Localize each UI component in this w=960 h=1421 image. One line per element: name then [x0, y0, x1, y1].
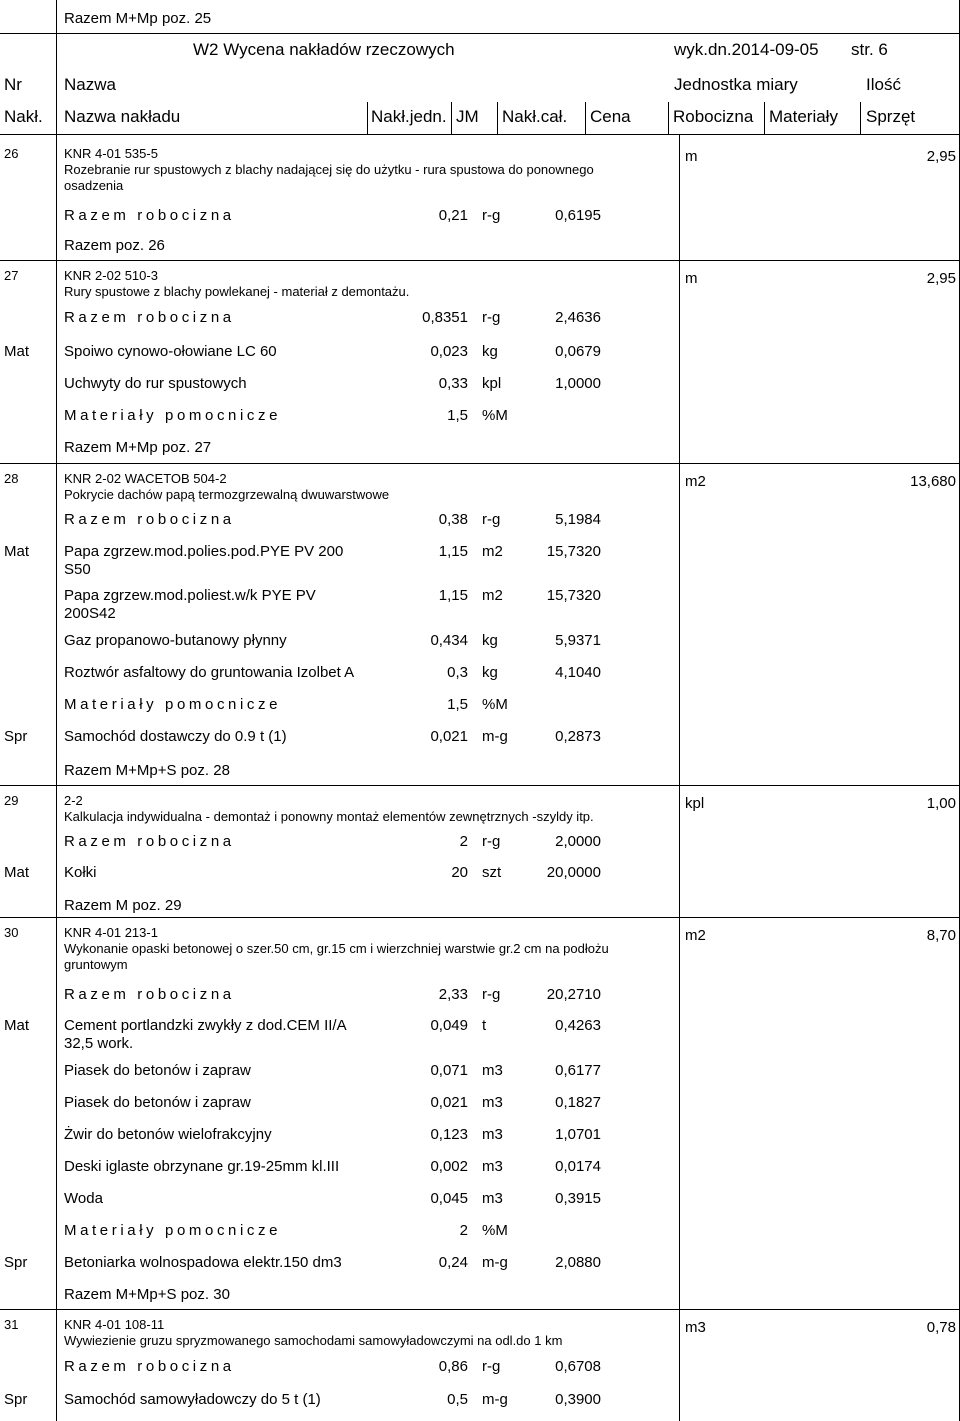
- left-column-line: [56, 0, 57, 1421]
- unit-norm: 1,15: [438, 543, 468, 560]
- unit-norm: 0,002: [430, 1158, 468, 1175]
- total-norm: 0,0679: [555, 343, 601, 360]
- unit-of-measure: m3: [482, 1190, 503, 1207]
- item-code: KNR 2-02 WACETOB 504-2: [64, 471, 227, 486]
- right-column-line: [679, 135, 680, 1421]
- unit-of-measure: r-g: [482, 207, 501, 224]
- resource-name: Papa zgrzew.mod.polies.pod.PYE PV 200: [64, 543, 344, 560]
- item-quantity: 2,95: [926, 270, 956, 287]
- unit-of-measure: m2: [482, 543, 503, 560]
- item-quantity: 13,680: [910, 473, 956, 490]
- resource-name-cont: 32,5 work.: [64, 1035, 134, 1052]
- page-title: W2 Wycena nakładów rzeczowych: [193, 40, 455, 59]
- summary-label: Razem robocizna: [64, 833, 235, 850]
- resource-name: Razem M poz. 29: [64, 897, 182, 914]
- unit-of-measure: kg: [482, 664, 498, 681]
- total-norm: 5,1984: [555, 511, 601, 528]
- unit-of-measure: r-g: [482, 986, 501, 1003]
- summary-label: Materiały pomocnicze: [64, 696, 282, 713]
- unit-of-measure: m3: [482, 1094, 503, 1111]
- item-description: Wykonanie opaski betonowej o szer.50 cm, gr.15 cm i wierzchniej warstwie gr.2 cm na podłożu: [64, 941, 609, 956]
- col-nakl-jedn: Nakł.jedn.: [371, 107, 447, 126]
- summary-label: Razem robocizna: [64, 309, 235, 326]
- item-unit: m2: [685, 473, 706, 490]
- unit-norm: 1,15: [438, 587, 468, 604]
- report-date: wyk.dn.2014-09-05: [674, 40, 819, 59]
- total-norm: 15,7320: [546, 543, 601, 560]
- resource-name: Razem poz. 26: [64, 237, 165, 254]
- resource-name: Piasek do betonów i zapraw: [64, 1094, 251, 1111]
- resource-name: Razem M+Mp+S poz. 30: [64, 1286, 230, 1303]
- header-sep: [860, 102, 861, 134]
- resource-type: Spr: [4, 1254, 28, 1271]
- total-norm: 1,0701: [555, 1126, 601, 1143]
- unit-of-measure: %M: [482, 407, 508, 424]
- col-nakl: Nakł.: [4, 107, 43, 126]
- col-materialy: Materiały: [769, 107, 838, 126]
- header-sep: [764, 102, 765, 134]
- total-norm: 2,0000: [555, 833, 601, 850]
- section-rule: [0, 785, 960, 786]
- item-unit: m3: [685, 1319, 706, 1336]
- item-number: 31: [4, 1317, 19, 1332]
- unit-norm: 2: [459, 1222, 468, 1239]
- item-description-cont: gruntowym: [64, 957, 128, 972]
- item-number: 30: [4, 925, 19, 940]
- resource-name: Samochód dostawczy do 0.9 t (1): [64, 728, 287, 745]
- total-norm: 5,9371: [555, 632, 601, 649]
- resource-name: Gaz propanowo-butanowy płynny: [64, 632, 287, 649]
- total-norm: 0,6708: [555, 1358, 601, 1375]
- top-rule: [0, 33, 960, 34]
- unit-of-measure: m3: [482, 1062, 503, 1079]
- item-code: KNR 4-01 108-11: [64, 1317, 165, 1332]
- summary-label: Materiały pomocnicze: [64, 1222, 282, 1239]
- unit-norm: 1,5: [447, 407, 468, 424]
- total-norm: 0,0174: [555, 1158, 601, 1175]
- unit-of-measure: m3: [482, 1158, 503, 1175]
- summary-label: Materiały pomocnicze: [64, 407, 282, 424]
- resource-name: Roztwór asfaltowy do gruntowania Izolbet A: [64, 664, 355, 681]
- total-norm: 0,4263: [555, 1017, 601, 1034]
- item-description: Kalkulacja indywidualna - demontaż i ponowny montaż elementów zewnętrznych -szyldy itp.: [64, 809, 594, 824]
- item-code: KNR 4-01 213-1: [64, 925, 158, 940]
- item-code: KNR 2-02 510-3: [64, 268, 158, 283]
- item-code: KNR 4-01 535-5: [64, 146, 158, 161]
- page-number: str. 6: [851, 40, 888, 59]
- unit-norm: 2: [459, 833, 468, 850]
- unit-norm: 0,049: [430, 1017, 468, 1034]
- resource-name-cont: 200S42: [64, 605, 116, 622]
- resource-name: Uchwyty do rur spustowych: [64, 375, 247, 392]
- total-norm: 4,1040: [555, 664, 601, 681]
- section-rule: [0, 1309, 960, 1310]
- unit-norm: 0,123: [430, 1126, 468, 1143]
- resource-name: Piasek do betonów i zapraw: [64, 1062, 251, 1079]
- col-nakl-cal: Nakł.cał.: [502, 107, 568, 126]
- item-number: 26: [4, 146, 19, 161]
- item-description: Rozebranie rur spustowych z blachy nadającej się do użytku - rura spustowa do ponownego: [64, 162, 594, 177]
- resource-name: Kołki: [64, 864, 97, 881]
- section-rule: [0, 260, 960, 261]
- unit-norm: 0,8351: [422, 309, 468, 326]
- total-norm: 1,0000: [555, 375, 601, 392]
- unit-norm: 0,21: [438, 207, 468, 224]
- item-unit: kpl: [685, 795, 705, 812]
- item-unit: m: [685, 270, 698, 287]
- summary-label: Razem robocizna: [64, 986, 235, 1003]
- unit-norm: 0,3: [447, 664, 468, 681]
- col-cena: Cena: [590, 107, 631, 126]
- header-sep: [367, 102, 368, 134]
- total-norm: 0,3915: [555, 1190, 601, 1207]
- unit-norm: 0,24: [438, 1254, 468, 1271]
- unit-norm: 0,045: [430, 1190, 468, 1207]
- unit-norm: 0,023: [430, 343, 468, 360]
- unit-norm: 0,86: [438, 1358, 468, 1375]
- col-nr: Nr: [4, 75, 22, 94]
- header-sep: [585, 102, 586, 134]
- total-norm: 2,4636: [555, 309, 601, 326]
- header-sep: [668, 102, 669, 134]
- unit-of-measure: %M: [482, 1222, 508, 1239]
- summary-label: Razem robocizna: [64, 1358, 235, 1375]
- unit-of-measure: szt: [482, 864, 502, 881]
- col-jm: JM: [456, 107, 479, 126]
- item-number: 27: [4, 268, 19, 283]
- resource-name: Betoniarka wolnospadowa elektr.150 dm3: [64, 1254, 342, 1271]
- item-unit: m2: [685, 927, 706, 944]
- item-unit: m: [685, 148, 698, 165]
- unit-norm: 0,33: [438, 375, 468, 392]
- unit-of-measure: r-g: [482, 309, 501, 326]
- item-description: Rury spustowe z blachy powlekanej - materiał z demontażu.: [64, 284, 410, 299]
- col-jednostka: Jednostka miary: [674, 75, 798, 94]
- unit-norm: 0,021: [430, 1094, 468, 1111]
- total-norm: 0,6177: [555, 1062, 601, 1079]
- col-robocizna: Robocizna: [673, 107, 754, 126]
- resource-type: Mat: [4, 343, 30, 360]
- col-nazwa-nakladu: Nazwa nakładu: [64, 107, 181, 126]
- unit-norm: 2,33: [438, 986, 468, 1003]
- item-description: Pokrycie dachów papą termozgrzewalną dwuwarstwowe: [64, 487, 390, 502]
- header-bottom-rule: [0, 134, 960, 135]
- resource-name: Woda: [64, 1190, 103, 1207]
- item-number: 28: [4, 471, 19, 486]
- unit-norm: 20: [451, 864, 468, 881]
- resource-name-cont: S50: [64, 561, 91, 578]
- unit-of-measure: m-g: [482, 1254, 508, 1271]
- resource-type: Mat: [4, 543, 30, 560]
- unit-of-measure: kpl: [482, 375, 502, 392]
- item-number: 29: [4, 793, 19, 808]
- section-rule: [0, 917, 960, 918]
- resource-name: Cement portlandzki zwykły z dod.CEM II/A: [64, 1017, 347, 1034]
- item-quantity: 8,70: [926, 927, 956, 944]
- summary-label: Razem robocizna: [64, 207, 235, 224]
- total-norm: 0,3900: [555, 1391, 601, 1408]
- unit-of-measure: r-g: [482, 1358, 501, 1375]
- header-sep: [451, 102, 452, 134]
- item-quantity: 1,00: [926, 795, 956, 812]
- unit-norm: 0,434: [430, 632, 468, 649]
- total-norm: 0,2873: [555, 728, 601, 745]
- total-norm: 2,0880: [555, 1254, 601, 1271]
- item-description-cont: osadzenia: [64, 178, 124, 193]
- item-quantity: 2,95: [926, 148, 956, 165]
- resource-name: Papa zgrzew.mod.poliest.w/k PYE PV: [64, 587, 316, 604]
- resource-name: Razem M+Mp poz. 27: [64, 439, 212, 456]
- total-norm: 0,6195: [555, 207, 601, 224]
- unit-of-measure: m3: [482, 1126, 503, 1143]
- top-line: Razem M+Mp poz. 25: [64, 10, 212, 27]
- unit-norm: 0,021: [430, 728, 468, 745]
- unit-of-measure: r-g: [482, 511, 501, 528]
- unit-norm: 1,5: [447, 696, 468, 713]
- item-code: 2-2: [64, 793, 83, 808]
- col-ilosc: Ilość: [866, 75, 901, 94]
- resource-name: Deski iglaste obrzynane gr.19-25mm kl.III: [64, 1158, 340, 1175]
- resource-name: Samochód samowyładowczy do 5 t (1): [64, 1391, 321, 1408]
- unit-norm: 0,071: [430, 1062, 468, 1079]
- section-rule: [0, 463, 960, 464]
- resource-type: Mat: [4, 864, 30, 881]
- total-norm: 20,2710: [546, 986, 601, 1003]
- item-description: Wywiezienie gruzu spryzmowanego samochodami samowyładowczymi na odl.do 1 km: [64, 1333, 563, 1348]
- col-nazwa: Nazwa: [64, 75, 116, 94]
- unit-of-measure: m2: [482, 587, 503, 604]
- unit-of-measure: kg: [482, 343, 498, 360]
- resource-name: Razem M+Mp+S poz. 28: [64, 762, 230, 779]
- total-norm: 15,7320: [546, 587, 601, 604]
- resource-name: Spoiwo cynowo-ołowiane LC 60: [64, 343, 277, 360]
- resource-type: Spr: [4, 728, 28, 745]
- resource-type: Mat: [4, 1017, 30, 1034]
- unit-norm: 0,5: [447, 1391, 468, 1408]
- total-norm: 20,0000: [546, 864, 601, 881]
- summary-label: Razem robocizna: [64, 511, 235, 528]
- unit-of-measure: m-g: [482, 1391, 508, 1408]
- resource-type: Spr: [4, 1391, 28, 1408]
- col-sprzet: Sprzęt: [866, 107, 916, 126]
- unit-of-measure: %M: [482, 696, 508, 713]
- item-quantity: 0,78: [926, 1319, 956, 1336]
- unit-of-measure: kg: [482, 632, 498, 649]
- resource-name: Żwir do betonów wielofrakcyjny: [64, 1126, 272, 1143]
- unit-norm: 0,38: [438, 511, 468, 528]
- unit-of-measure: t: [482, 1017, 487, 1034]
- unit-of-measure: r-g: [482, 833, 501, 850]
- header-sep: [497, 102, 498, 134]
- total-norm: 0,1827: [555, 1094, 601, 1111]
- unit-of-measure: m-g: [482, 728, 508, 745]
